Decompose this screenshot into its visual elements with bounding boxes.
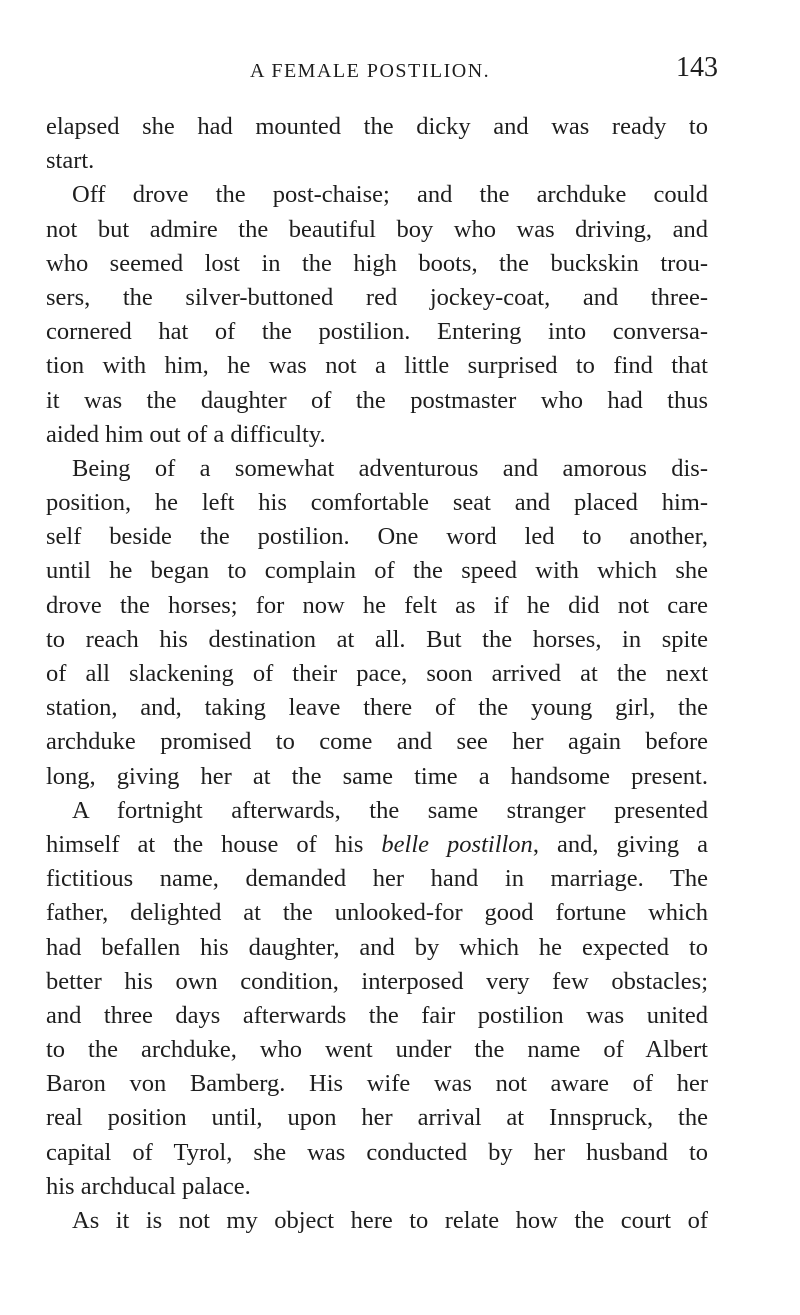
text-line: of all slackening of their pace, soon arrived at the next bbox=[46, 660, 708, 687]
text-line: As it is not my object here to relate how the court of bbox=[72, 1207, 708, 1234]
text-line: elapsed she had mounted the dicky and was ready to bbox=[46, 113, 708, 140]
text-line: real position until, upon her arrival at Innspruck, the bbox=[46, 1104, 708, 1132]
text-line: to reach his destination at all. But the horses, in spite bbox=[46, 625, 708, 653]
text-line: not but admire the beautiful boy who was driving, and bbox=[46, 215, 708, 243]
text-line: father, delighted at the unlooked-for good fortune which bbox=[46, 899, 708, 927]
text-line: better his own condition, interposed very few obstacles; bbox=[46, 967, 708, 995]
text-line: Baron von Bamberg. His wife was not aware of her bbox=[46, 1070, 708, 1098]
text-line: and three days afterwards the fair postilion was united bbox=[46, 1001, 708, 1029]
text-line: who seemed lost in the high boots, the buckskin trou- bbox=[46, 249, 708, 277]
text-line: Being of a somewhat adventurous and amorous dis- bbox=[72, 454, 708, 482]
text-line: to the archduke, who went under the name of Albert bbox=[46, 1036, 708, 1064]
text-line: cornered hat of the postilion. Entering into conversa- bbox=[46, 318, 708, 346]
text-segment: , and, giving a bbox=[532, 830, 708, 858]
running-head: A FEMALE POSTILION. bbox=[250, 60, 491, 82]
text-line: tion with him, he was not a little surprised to find that bbox=[46, 352, 708, 380]
text-line: sers, the silver-buttoned red jockey-coat, and three- bbox=[46, 283, 708, 311]
text-line: start. bbox=[46, 147, 95, 175]
text-line: it was the daughter of the postmaster who had thus bbox=[46, 386, 708, 414]
text-segment: himself at the house of his bbox=[46, 830, 382, 858]
text-line: his archducal palace. bbox=[46, 1172, 251, 1200]
text-line: aided him out of a difficulty. bbox=[46, 420, 326, 448]
text-line: long, giving her at the same time a handsome present. bbox=[46, 762, 708, 790]
text-line: self beside the postilion. One word led to another, bbox=[46, 523, 708, 551]
text-line bbox=[46, 828, 708, 862]
text-line: until he began to complain of the speed with which she bbox=[46, 557, 708, 585]
body-text bbox=[46, 110, 708, 1238]
text-line: had befallen his daughter, and by which he expected to bbox=[46, 933, 708, 961]
text-line: archduke promised to come and see her again before bbox=[46, 728, 708, 756]
text-line: capital of Tyrol, she was conducted by her husband to bbox=[46, 1138, 708, 1166]
text-line: station, and, taking leave there of the young girl, the bbox=[46, 694, 708, 722]
page-header bbox=[46, 52, 718, 92]
text-line: Off drove the post-chaise; and the archduke could bbox=[72, 181, 708, 209]
text-line: position, he left his comfortable seat and placed him- bbox=[46, 489, 708, 517]
text-line: fictitious name, demanded her hand in marriage. The bbox=[46, 865, 708, 893]
page-number: 143 bbox=[676, 52, 718, 83]
text-line: drove the horses; for now he felt as if he did not care bbox=[46, 591, 708, 619]
italic-phrase: belle postillon bbox=[381, 830, 533, 858]
text-line: A fortnight afterwards, the same stranger presented bbox=[72, 796, 708, 824]
